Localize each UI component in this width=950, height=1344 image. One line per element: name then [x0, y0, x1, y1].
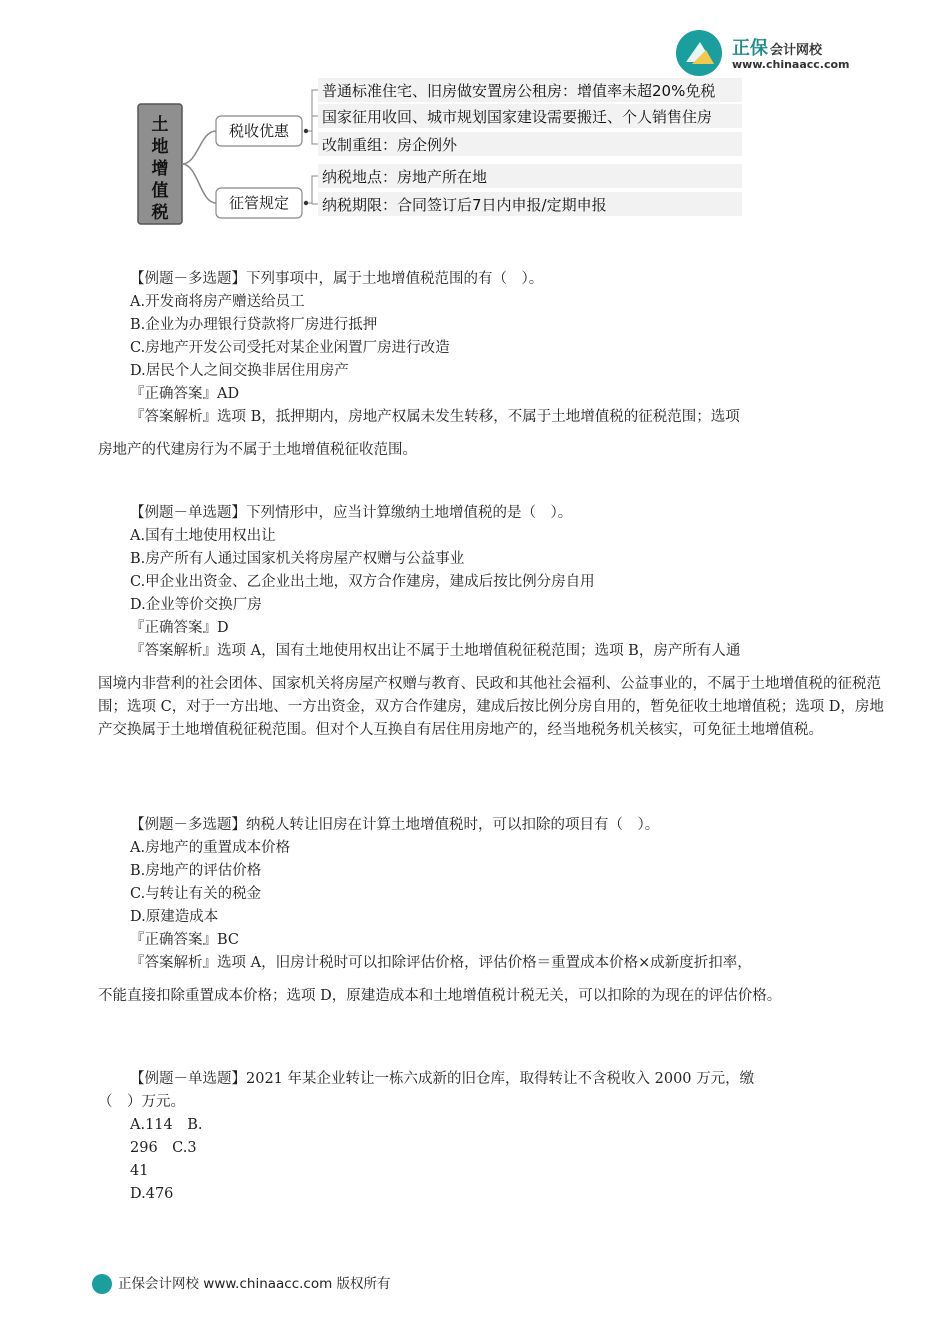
question-title: 【例题－多选题】纳税人转让旧房在计算土地增值税时，可以扣除的项目有（ ）。: [130, 817, 660, 833]
mindmap-branch-tax-benefit: 税收优惠: [228, 122, 290, 140]
question-4: [98, 1068, 888, 1206]
analysis-continued: 不能直接扣除重置成本价格；选项 D，原建造成本和土地增值税计税无关，可以扣除的为现在的评估价格。: [98, 988, 782, 1004]
option: B.房地产的评估价格: [130, 863, 262, 879]
option: A.房地产的重置成本价格: [130, 840, 291, 856]
option-line: 41: [130, 1163, 149, 1179]
mindmap-leaf: 纳税期限：合同签订后7日内申报/定期申报: [322, 196, 607, 214]
mindmap-root-char: 值: [151, 181, 169, 201]
analysis: 『答案解析』选项 A，国有土地使用权出让不属于土地增值税征税范围；选项 B，房产所有人通: [130, 643, 741, 659]
mindmap-leaf: 普通标准住宅、旧房做安置房公租房：增值率未超20%免税: [322, 82, 716, 100]
logo-url: www.chinaacc.com: [732, 58, 850, 71]
question-title: 【例题－多选题】下列事项中，属于土地增值税范围的有（ ）。: [130, 271, 544, 287]
analysis-continued: 房地产的代建房行为不属于土地增值税征收范围。: [98, 442, 417, 458]
option: B.房产所有人通过国家机关将房屋产权赠与公益事业: [130, 551, 465, 567]
answer: 『正确答案』D: [130, 620, 229, 636]
option: D.居民个人之间交换非居住用房产: [130, 363, 349, 379]
mindmap: [130, 74, 750, 234]
logo: [676, 28, 876, 80]
logo-brand: 正保 会计网校: [732, 38, 823, 59]
footer-logo-icon: [92, 1274, 112, 1294]
option-line: 296 C.3: [130, 1140, 197, 1156]
analysis: 『答案解析』选项 B，抵押期内，房地产权属未发生转移，不属于土地增值税的征税范围；选项: [130, 409, 740, 425]
analysis: 『答案解析』选项 A，旧房计税时可以扣除评估价格，评估价格＝重置成本价格×成新度折扣率，: [130, 955, 752, 971]
option: D.企业等价交换厂房: [130, 597, 262, 613]
mindmap-root-char: 土: [151, 115, 169, 135]
question-title: 【例题－单选题】下列情形中，应当计算缴纳土地增值税的是（ ）。: [130, 505, 573, 521]
logo-icon: [676, 30, 722, 76]
footer-text: 正保会计网校 www.chinaacc.com 版权所有: [118, 1276, 391, 1292]
option: A.国有土地使用权出让: [130, 528, 276, 544]
question-title: 【例题－单选题】2021 年某企业转让一栋六成新的旧仓库，取得转让不含税收入 2000 万元，缴: [130, 1071, 755, 1087]
option: A.开发商将房产赠送给员工: [130, 294, 305, 310]
footer: [92, 1272, 391, 1294]
option: C.房地产开发公司受托对某企业闲置厂房进行改造: [130, 340, 450, 356]
mindmap-leaf: 改制重组：房企例外: [322, 136, 458, 154]
answer: 『正确答案』AD: [130, 386, 240, 402]
analysis-continued: 国境内非营利的社会团体、国家机关将房屋产权赠与教育、民政和其他社会福利、公益事业的，不属于土地增值税的征税范围；选项 C，对于一方出地、一方出资金，双方合作建房，建成后按比例分房自用的，暂免征收土地增值税；选项 D，房地产交换属于土地增值税征税范围。但对个人互换自有居住用房地产的，经当地税务机关核实，可免征土地增值税。: [98, 676, 884, 738]
mindmap-root-char: 增: [151, 159, 169, 179]
mindmap-leaf: 国家征用收回、城市规划国家建设需要搬迁、个人销售住房: [322, 108, 713, 126]
mindmap-root-char: 地: [151, 137, 169, 157]
option: C.与转让有关的税金: [130, 886, 262, 902]
question-title-continued: （ ）万元。: [98, 1094, 185, 1110]
mindmap-leaf: 纳税地点：房地产所在地: [322, 168, 488, 186]
answer: 『正确答案』BC: [130, 932, 240, 948]
mindmap-branch-administration: 征管规定: [228, 194, 290, 212]
option-line: A.114 B.: [130, 1117, 203, 1133]
option: B.企业为办理银行贷款将厂房进行抵押: [130, 317, 378, 333]
question-2: [98, 502, 888, 742]
option: D.原建造成本: [130, 909, 219, 925]
question-1: [98, 268, 888, 462]
question-3: [98, 814, 888, 1008]
option: C.甲企业出资金、乙企业出土地，双方合作建房，建成后按比例分房自用: [130, 574, 595, 590]
mindmap-root-char: 税: [151, 203, 169, 223]
option-line: D.476: [130, 1186, 174, 1202]
